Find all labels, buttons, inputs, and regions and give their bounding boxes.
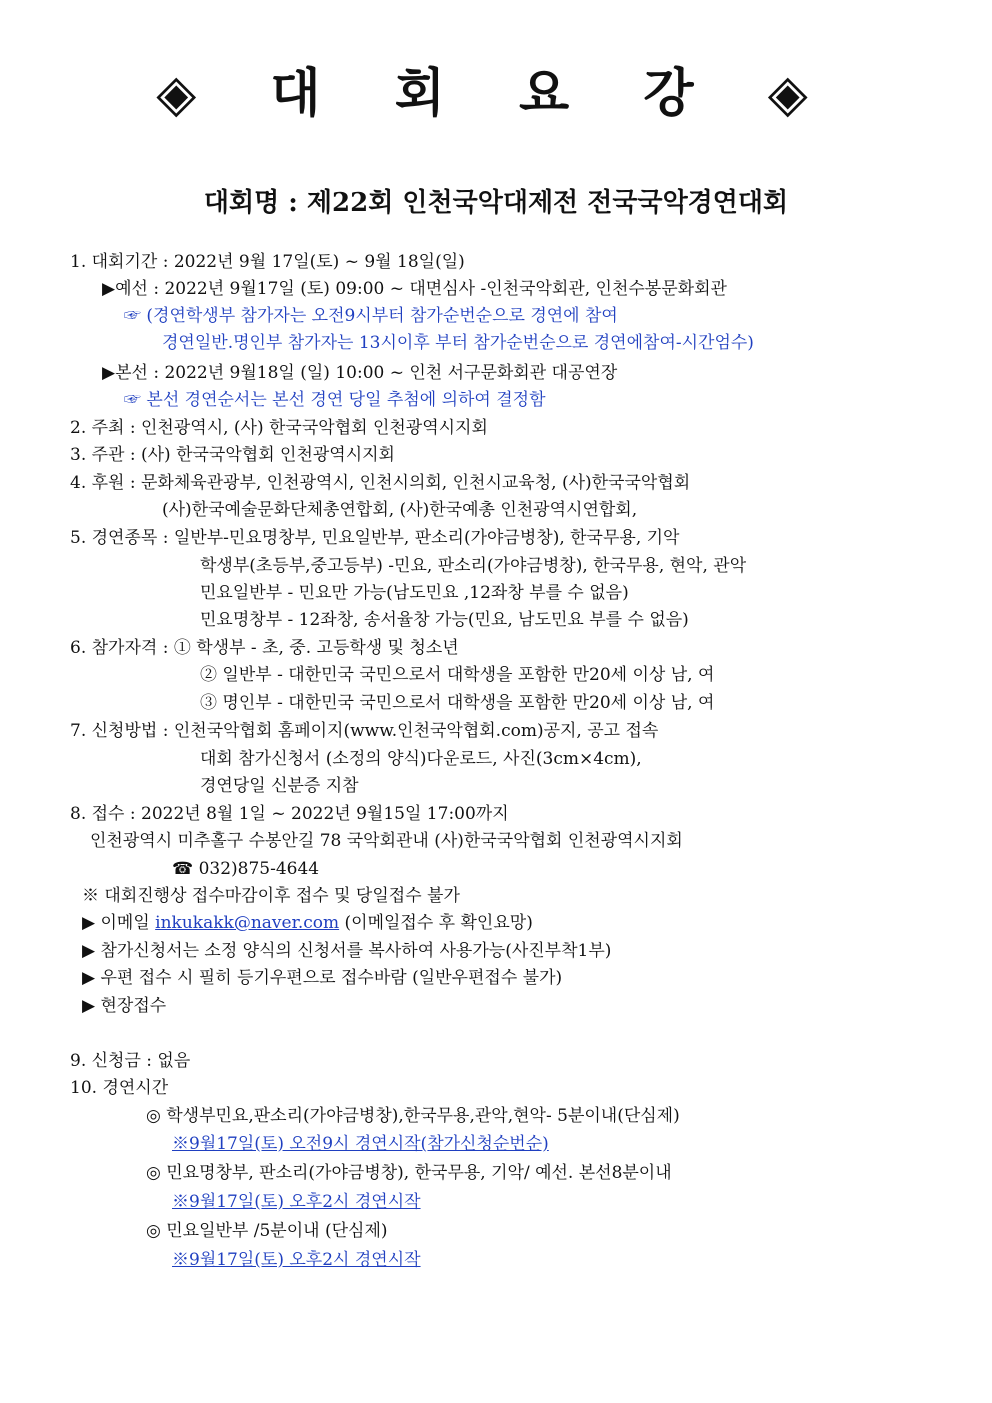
final-note: ☞ 본선 경연순서는 본선 경연 당일 추첨에 의하여 결정함 xyxy=(124,390,546,410)
events-line-3: 민요일반부 - 민요만 가능(남도민요 ,12좌창 부를 수 없음) xyxy=(200,583,629,603)
page-title: ◈ 대 회 요 강 ◈ xyxy=(156,64,836,124)
period-line: 1. 대회기간 : 2022년 9월 17일(토) ~ 9월 18일(일) xyxy=(70,252,465,272)
sponsor-line-2: (사)한국예술문화단체총연합회, (사)한국예총 인천광역시연합회, xyxy=(162,500,638,520)
email-link[interactable]: inkukakk@naver.com xyxy=(155,913,340,933)
events-line-4: 민요명창부 - 12좌창, 송서율창 가능(민요, 남도민요 부를 수 없음) xyxy=(200,610,689,630)
notice-mail: ▶ 우편 접수 시 필히 등기우편으로 접수바람 (일반우편접수 불가) xyxy=(82,968,563,988)
organizer-line: 3. 주관 : (사) 한국국악협회 인천광역시지회 xyxy=(70,445,395,465)
eligibility-line-2: ② 일반부 - 대한민국 국민으로서 대학생을 포함한 만20세 이상 남, 여 xyxy=(200,665,715,685)
fee-line: 9. 신청금 : 없음 xyxy=(70,1051,191,1071)
notice-form: ▶ 참가신청서는 소정 양식의 신청서를 복사하여 사용가능(사진부착1부) xyxy=(82,941,612,961)
apply-line-2: 대회 참가신청서 (소정의 양식)다운로드, 사진(3cm×4cm), xyxy=(200,749,642,769)
prelim-note-2: 경연일반.명인부 참가자는 13시이후 부터 참가순번순으로 경연에참여-시간엄수) xyxy=(162,333,754,353)
sponsor-line-1: 4. 후원 : 문화체육관광부, 인천광역시, 인천시의회, 인천시교육청, (사)한국국악협회 xyxy=(70,473,691,493)
events-line-2: 학생부(초등부,중고등부) -민요, 판소리(가야금병창), 한국무용, 현악, 관악 xyxy=(200,556,747,576)
time-line-1: ◎ 학생부민요,판소리(가야금병창),한국무용,관악,현악- 5분이내(단심제) xyxy=(146,1106,680,1126)
apply-line-3: 경연당일 신분증 지참 xyxy=(200,776,359,796)
time-heading: 10. 경연시간 xyxy=(70,1078,169,1098)
phone-line: ☎ 032)875-4644 xyxy=(172,859,320,879)
events-line-1: 5. 경연종목 : 일반부-민요명창부, 민요일반부, 판소리(가야금병창), 한국무용, 기악 xyxy=(70,528,680,548)
competition-name: 대회명 : 제22회 인천국악대제전 전국국악경연대회 xyxy=(203,188,789,218)
eligibility-line-3: ③ 명인부 - 대한민국 국민으로서 대학생을 포함한 만20세 이상 남, 여 xyxy=(200,693,715,713)
time-line-3: ◎ 민요일반부 /5분이내 (단심제) xyxy=(146,1221,388,1241)
time-start-3: ※9월17일(토) 오후2시 경연시작 xyxy=(172,1250,421,1270)
time-start-1: ※9월17일(토) 오전9시 경연시작(참가신청순번순) xyxy=(172,1134,549,1154)
apply-line-1: 7. 신청방법 : 인천국악협회 홈페이지(www.인천국악협회.com)공지, 공고 접속 xyxy=(70,721,659,741)
time-line-2: ◎ 민요명창부, 판소리(가야금병창), 한국무용, 기악/ 예선. 본선8분이내 xyxy=(146,1163,672,1183)
email-prefix: ▶ 이메일 xyxy=(82,913,156,933)
final-line: ▶본선 : 2022년 9월18일 (일) 10:00 ~ 인천 서구문화회관 대공연장 xyxy=(102,363,618,383)
eligibility-line-1: 6. 참가자격 : ① 학생부 - 초, 중. 고등학생 및 청소년 xyxy=(70,638,459,658)
prelim-note-1: ☞ (경연학생부 참가자는 오전9시부터 참가순번순으로 경연에 참여 xyxy=(124,306,618,326)
host-line: 2. 주최 : 인천광역시, (사) 한국국악협회 인천광역시지회 xyxy=(70,418,488,438)
prelim-line: ▶예선 : 2022년 9월17일 (토) 09:00 ~ 대면심사 -인천국악회관, 인천수봉문화회관 xyxy=(102,279,727,299)
email-line xyxy=(82,913,533,933)
address-line: 인천광역시 미추홀구 수봉안길 78 국악회관내 (사)한국국악협회 인천광역시지회 xyxy=(90,831,683,851)
notice-deadline: ※ 대회진행상 접수마감이후 접수 및 당일접수 불가 xyxy=(82,886,460,906)
notice-onsite: ▶ 현장접수 xyxy=(82,996,167,1016)
time-start-2: ※9월17일(토) 오후2시 경연시작 xyxy=(172,1192,421,1212)
email-suffix: (이메일접수 후 확인요망) xyxy=(339,913,533,933)
receipt-line: 8. 접수 : 2022년 8월 1일 ~ 2022년 9월15일 17:00까지 xyxy=(70,804,509,824)
